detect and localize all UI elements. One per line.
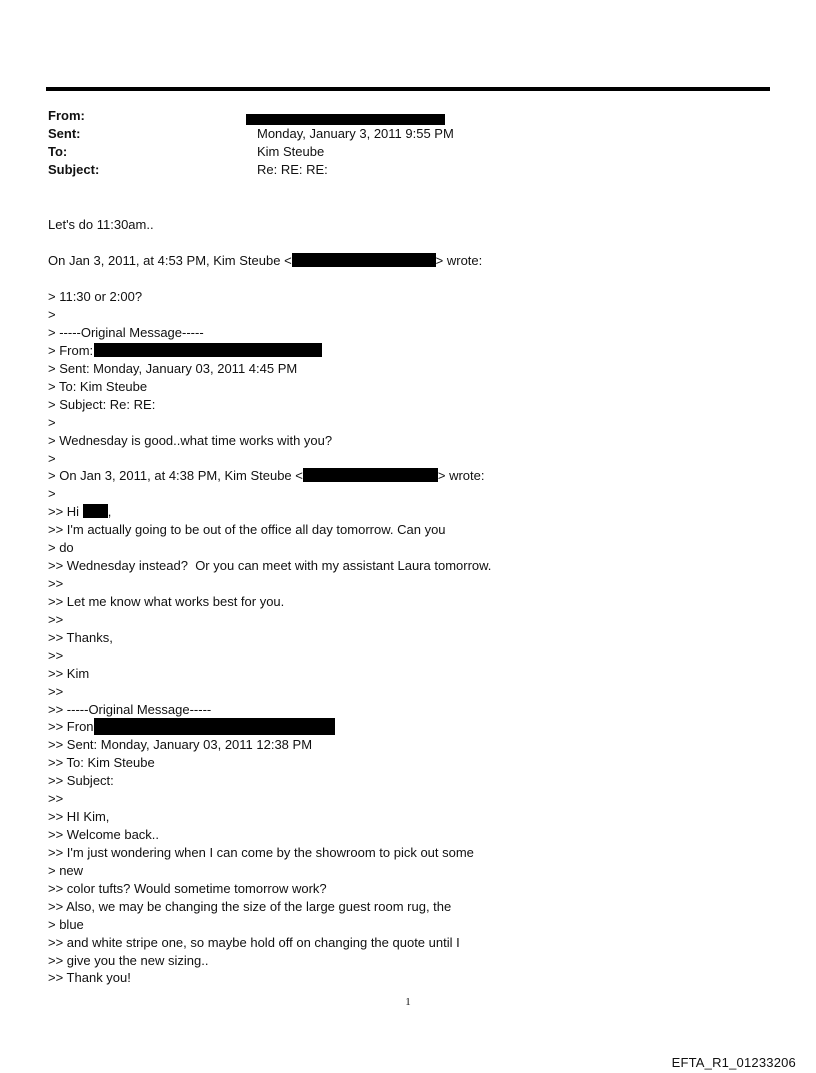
- body-line: [48, 503, 111, 521]
- from-label: From:: [48, 108, 85, 123]
- body-text: ,: [107, 504, 112, 519]
- body-line: [48, 718, 335, 736]
- body-line: >: [48, 415, 56, 430]
- body-line: >: [48, 451, 56, 466]
- body-line: > Wednesday is good..what time works with you?: [48, 433, 333, 448]
- body-line: >> Welcome back..: [48, 827, 160, 842]
- body-line: >> -----Original Message-----: [48, 702, 212, 717]
- body-line: >> To: Kim Steube: [48, 755, 155, 770]
- body-line: >>: [48, 648, 64, 663]
- body-text: > wrote:: [437, 468, 485, 483]
- body-line: > blue: [48, 917, 84, 932]
- body-line: > new: [48, 863, 84, 878]
- body-line: [48, 252, 482, 270]
- body-line: >> I'm just wondering when I can come by the showroom to pick out some: [48, 845, 474, 860]
- body-text: > wrote:: [435, 253, 483, 268]
- body-text: >> Hi: [48, 504, 83, 519]
- body-line: > 11:30 or 2:00?: [48, 289, 143, 304]
- page-number: 1: [405, 996, 411, 1008]
- body-line: >> Thank you!: [48, 970, 131, 985]
- header-rule: [46, 87, 770, 91]
- document-id: EFTA_R1_01233206: [671, 1055, 796, 1070]
- body-line: >> give you the new sizing..: [48, 953, 209, 968]
- redacted-from-value: [246, 114, 445, 125]
- body-text: > On Jan 3, 2011, at 4:38 PM, Kim Steube <: [48, 468, 303, 483]
- body-line: >> Kim: [48, 666, 90, 681]
- body-line: >>: [48, 576, 64, 591]
- sent-value: Monday, January 3, 2011 9:55 PM: [257, 126, 454, 141]
- redacted-email: [292, 253, 436, 267]
- body-line: [48, 467, 484, 485]
- body-line: >> color tufts? Would sometime tomorrow work?: [48, 881, 327, 896]
- body-line: > do: [48, 540, 74, 555]
- body-line: > -----Original Message-----: [48, 325, 204, 340]
- sent-label: Sent:: [48, 126, 81, 141]
- body-line: >> Also, we may be changing the size of the large guest room rug, the: [48, 899, 452, 914]
- to-value: Kim Steube: [257, 144, 325, 159]
- body-line: Let's do 11:30am..: [48, 217, 154, 232]
- subject-value: Re: RE: RE:: [257, 162, 328, 177]
- redacted-from: [94, 718, 335, 735]
- body-line: > Subject: Re: RE:: [48, 397, 156, 412]
- body-line: [48, 342, 322, 360]
- body-line: >> Thanks,: [48, 630, 113, 645]
- body-text: > From:: [48, 343, 94, 358]
- to-label: To:: [48, 144, 68, 159]
- body-line: >> and white stripe one, so maybe hold off on changing the quote until I: [48, 935, 460, 950]
- body-line: >> Subject:: [48, 773, 114, 788]
- body-line: >> I'm actually going to be out of the office all day tomorrow. Can you: [48, 522, 446, 537]
- body-line: >: [48, 307, 56, 322]
- body-text: >> Fron: [48, 719, 94, 734]
- redacted-name: [83, 504, 108, 518]
- subject-label: Subject:: [48, 162, 100, 177]
- body-line: >> Wednesday instead? Or you can meet with my assistant Laura tomorrow.: [48, 558, 492, 573]
- body-line: >> Sent: Monday, January 03, 2011 12:38 PM: [48, 737, 313, 752]
- body-line: >>: [48, 684, 64, 699]
- body-line: >: [48, 486, 56, 501]
- redacted-email: [303, 468, 438, 482]
- body-line: >> Let me know what works best for you.: [48, 594, 285, 609]
- redacted-email: [94, 343, 322, 357]
- body-text: On Jan 3, 2011, at 4:53 PM, Kim Steube <: [48, 253, 292, 268]
- body-line: >>: [48, 612, 64, 627]
- body-line: > Sent: Monday, January 03, 2011 4:45 PM: [48, 361, 298, 376]
- body-line: > To: Kim Steube: [48, 379, 148, 394]
- body-line: >> HI Kim,: [48, 809, 110, 824]
- body-line: >>: [48, 791, 64, 806]
